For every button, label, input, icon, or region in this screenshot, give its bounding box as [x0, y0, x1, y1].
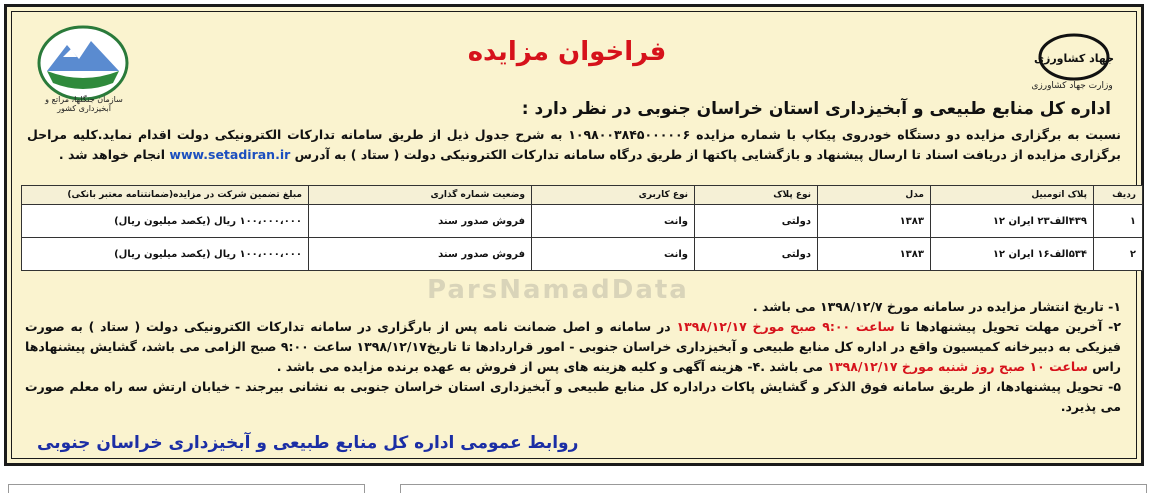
guarantee-amount: ۱۰۰،۰۰۰،۰۰۰ ریال (یکصد میلیون ریال) — [22, 238, 309, 271]
item-2 — [25, 317, 1121, 377]
row-number: ۱ — [1094, 205, 1143, 238]
header-row-number: ردیف — [1094, 186, 1143, 205]
item-1: ۱- تاریخ انتشار مزایده در سامانه مورخ ۱۳۹۸/۱۲/۷ می باشد . — [752, 299, 1121, 314]
table-row — [22, 238, 1143, 271]
header-plate-type: نوع پلاک — [695, 186, 818, 205]
jihad-agriculture-logo — [1031, 29, 1117, 89]
intro-text-2: انجام خواهد شد . — [58, 147, 166, 162]
announcement-heading: اداره کل منابع طبیعی و آبخیزداری استان خراسان جنوبی در نظر دارد : — [521, 99, 1111, 119]
table-row — [22, 205, 1143, 238]
item-5: ۵- تحویل پیشنهادها، از طریق سامانه فوق الذکر و گشایش پاکات دراداره کل منابع طبیعی و آبخیزداری استان خراسان جنوبی به نشانی بیرجند - خیابان ارتش سه راه معلم صورت می پذیرد. — [25, 379, 1121, 414]
table-header-row — [22, 186, 1143, 205]
intro-paragraph — [27, 125, 1121, 165]
jihad-logo-caption: وزارت جهاد کشاورزی — [1031, 81, 1113, 91]
row-number: ۲ — [1094, 238, 1143, 271]
registration-status: فروش صدور سند — [309, 205, 532, 238]
bottom-box-right — [400, 484, 1147, 493]
bottom-box-left — [8, 484, 365, 493]
vehicles-table — [21, 185, 1143, 271]
watermark: ParsNamadData — [427, 275, 689, 305]
plate-type: دولتی — [695, 238, 818, 271]
plate: ۵۳۴الف۱۶ ایران ۱۲ — [931, 238, 1094, 271]
guarantee-amount: ۱۰۰،۰۰۰،۰۰۰ ریال (یکصد میلیون ریال) — [22, 205, 309, 238]
header-plate: پلاک اتومبیل — [931, 186, 1094, 205]
item-2-text-b: در سامانه و اصل ضمانت نامه پس از بارگزاری در سامانه تدارکات الکترونیکی دولت ( ستاد ) به صورت فیزیکی به دبیرخانه کمیسیون واقع در اداره کل منابع طبیعی و آبخیزداری خراسان جنوبی - امور قراردادها تا تاریخ۱۳۹۸/۱۲/۱۷ ساعت ۹:۰۰ صبح الزامی می باشد، گشایش پیشنهادها راس — [25, 319, 1121, 374]
jihad-logo-seal-text: جهاد کشاورزی — [1033, 52, 1115, 65]
item-2-deadline: ساعت ۹:۰۰ صبح مورخ ۱۳۹۸/۱۲/۱۷ — [676, 319, 895, 334]
header-model: مدل — [818, 186, 931, 205]
plate: ۴۳۹الف۲۳ ایران ۱۲ — [931, 205, 1094, 238]
model: ۱۳۸۳ — [818, 205, 931, 238]
header-guarantee-amount: مبلغ تضمین شرکت در مزایده(ضمانتنامه معتبر بانکی) — [22, 186, 309, 205]
public-relations-signature: روابط عمومی اداره کل منابع طبیعی و آبخیزداری خراسان جنوبی — [37, 433, 579, 453]
forestry-logo-caption: سازمان جنگلها، مراتع و آبخیزداری کشور — [45, 95, 123, 113]
item-2-text-a: ۲- آخرین مهلت تحویل پیشنهادها تا — [900, 319, 1122, 334]
forestry-organization-logo — [33, 23, 133, 105]
header-registration-status: وضعیت شماره گذاری — [309, 186, 532, 205]
item-2-opening-time: ساعت ۱۰ صبح روز شنبه مورخ ۱۳۹۸/۱۲/۱۷ — [827, 359, 1088, 374]
page-title: فراخوان مزایده — [467, 37, 667, 67]
setad-link[interactable]: www.setadiran.ir — [169, 147, 291, 162]
header-usage-type: نوع کاربری — [532, 186, 695, 205]
usage-type: وانت — [532, 205, 695, 238]
registration-status: فروش صدور سند — [309, 238, 532, 271]
usage-type: وانت — [532, 238, 695, 271]
auction-advertisement — [4, 4, 1144, 466]
bottom-strip — [0, 472, 1153, 490]
intro-text-1: نسبت به برگزاری مزایده دو دستگاه خودروی پیکاپ با شماره مزایده ۱۰۹۸۰۰۳۸۴۵۰۰۰۰۰۶ به شرح جدول ذیل از طریق سامانه تدارکات الکترونیکی دولت اقدام نماید.کلیه مراحل برگزاری مزایده از دریافت اسناد تا ارسال پیشنهاد و بازگشایی پاکتها از طریق درگاه سامانه تدارکات الکترونیکی دولت ( ستاد ) به آدرس — [27, 127, 1121, 162]
model: ۱۳۸۳ — [818, 238, 931, 271]
conditions-list — [25, 297, 1121, 417]
plate-type: دولتی — [695, 205, 818, 238]
item-2-text-c: می باشد .۴- هزینه آگهی و کلیه هزینه های پس از فروش به عهده برنده مزایده می باشد . — [276, 359, 824, 374]
